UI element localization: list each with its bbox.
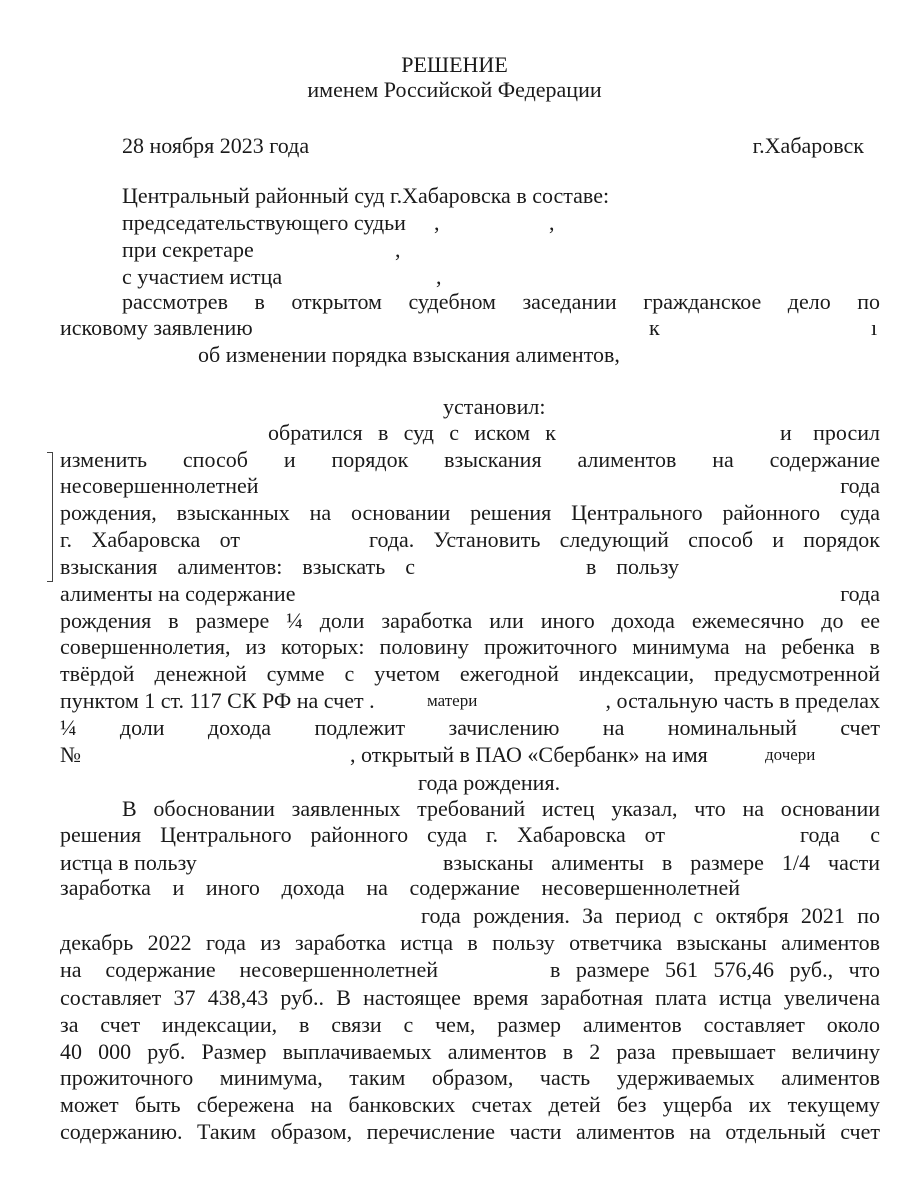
text-line: алименты на содержание <box>60 581 296 606</box>
text-line: за счет индексации, в связи с чем, размер алиментов составляет около <box>60 1012 880 1037</box>
text-line: совершеннолетия, из которых: половину прожиточного минимума на ребенка в <box>60 634 880 659</box>
document-subtitle: именем Российской Федерации <box>307 77 602 102</box>
text-line: обратился в суд с иском к <box>268 420 556 445</box>
text-line: года рождения. За период с октября 2021 по <box>421 903 880 928</box>
punctuation: , <box>436 264 442 289</box>
court-composition: Центральный районный суд г.Хабаровска в составе: <box>122 183 610 208</box>
text-line: рождения в размере ¼ доли заработка или иного дохода ежемесячно до ее <box>60 608 880 633</box>
handwritten-insert: дочери <box>765 745 816 764</box>
text-line: г. Хабаровска от <box>60 527 240 552</box>
text-line: содержанию. Таким образом, перечисление части алиментов на отдельный счет <box>60 1119 880 1144</box>
decision-date: 28 ноября 2023 года <box>122 133 310 158</box>
text-line: прожиточного минимума, таким образом, часть удерживаемых алиментов <box>60 1065 880 1090</box>
text-line: декабрь 2022 года из заработка истца в пользу ответчика взысканы алиментов <box>60 930 880 955</box>
secretary-label: при секретаре <box>122 237 254 262</box>
text-line: на содержание несовершеннолетней <box>60 957 438 982</box>
text-line: решения Центрального районного суда г. Хабаровска от <box>60 822 665 847</box>
plaintiff-label: с участием истца <box>122 264 283 289</box>
text-line: пунктом 1 ст. 117 СК РФ на счет . <box>60 688 375 713</box>
text-line: заработка и иного дохода на содержание несовершеннолетней <box>60 875 740 900</box>
text-line: 40 000 руб. Размер выплачиваемых алиментов в 2 раза превышает величину <box>60 1039 880 1064</box>
text-line: , остальную часть в пределах <box>605 688 880 713</box>
decision-city: г.Хабаровск <box>752 133 864 158</box>
text-line: года с <box>800 822 880 847</box>
text-line: изменить способ и порядок взыскания алиментов на содержание <box>60 447 880 472</box>
text-line: и просил <box>780 420 880 445</box>
handwritten-insert: матери <box>427 691 478 710</box>
text-line: взысканы алименты в размере 1/4 части <box>443 850 880 875</box>
text-line: , открытый в ПАО «Сбербанк» на имя <box>350 742 708 767</box>
text-line: в размере 561 576,46 руб., что <box>550 957 880 982</box>
text-line: может быть сбережена на банковских счетах детей без ущерба их текущему <box>60 1092 880 1117</box>
text-line: составляет 37 438,43 руб.. В настоящее время заработная плата истца увеличена <box>60 985 880 1010</box>
punctuation: , <box>549 210 555 235</box>
text-line: исковому заявлению <box>60 315 253 340</box>
document-title: РЕШЕНИЕ <box>401 52 508 77</box>
text-line: года рождения. <box>418 770 561 795</box>
text-line: В обосновании заявленных требований истец указал, что на основании <box>122 796 880 821</box>
text-line: в пользу <box>586 554 679 579</box>
text-line: года <box>840 581 880 606</box>
text-line: взыскания алиментов: взыскать с <box>60 554 415 579</box>
presiding-judge-label: председательствующего судьи <box>122 210 406 235</box>
punctuation: , <box>395 237 401 262</box>
text-line: рождения, взысканных на основании решения Центрального районного суда <box>60 500 880 525</box>
text-line: ¼ доли дохода подлежит зачислению на номинальный счет <box>60 715 880 740</box>
section-heading-established: установил: <box>443 394 546 419</box>
text-fragment: к <box>649 315 660 340</box>
case-subject: об изменении порядка взыскания алиментов, <box>198 342 620 367</box>
text-line: № <box>60 742 81 767</box>
text-line: рассмотрев в открытом судебном заседании гражданское дело по <box>122 289 880 314</box>
text-line: истца в пользу <box>60 850 197 875</box>
text-line: твёрдой денежной сумме с учетом ежегодной индексации, предусмотренной <box>60 661 880 686</box>
text-line: года. Установить следующий способ и порядок <box>369 527 880 552</box>
text-line: несовершеннолетней <box>60 473 259 498</box>
text-line: года <box>840 473 880 498</box>
punctuation: , <box>434 210 440 235</box>
text-fragment: ı <box>871 315 878 340</box>
